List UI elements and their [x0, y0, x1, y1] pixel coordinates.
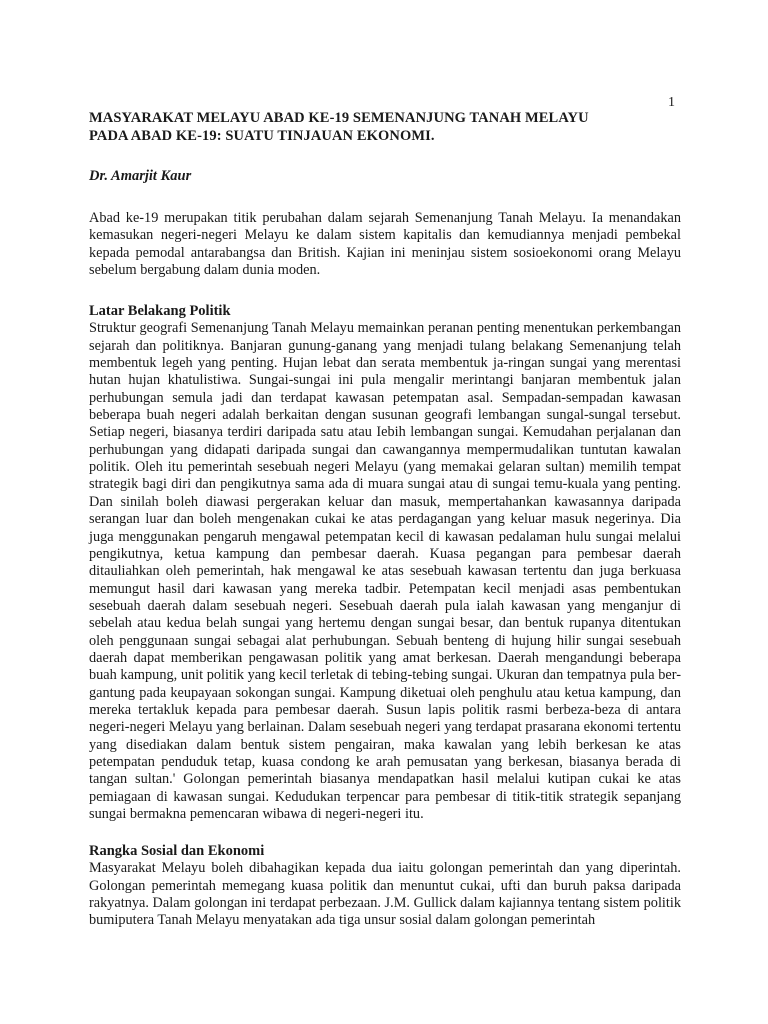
title-line-1: MASYARAKAT MELAYU ABAD KE-19 SEMENANJUNG TANAH MELAYU: [89, 110, 589, 126]
section-heading-latar-belakang-politik: Latar Belakang Politik: [89, 303, 231, 320]
document-body: [89, 109, 681, 930]
section-heading-rangka-sosial-dan-ekonomi: Rangka Sosial dan Ekonomi: [89, 843, 265, 860]
author-name: Dr. Amarjit Kaur: [89, 168, 192, 184]
title-line-2: PADA ABAD KE-19: SUATU TINJAUAN EKONOMI.: [89, 128, 435, 144]
document-title: [89, 109, 681, 145]
section-paragraph-latar-belakang-politik: Struktur geografi Semenanjung Tanah Melayu memainkan peranan penting menentukan perkembangan sejarah dan politiknya. Banjaran gunung-ganang yang menjadi tulang belakang Semenanjung telah membentuk legeh yang penting. Hujan lebat dan serata membentuk ja-ringan sungai yang merentasi hutan hujan khatulistiwa. Sungai-sungai ini pula mengalir merintangi banjaran membentuk jalan perhubungan semula jadi dan terdapat kawasan petempatan asal. Sempadan-sempadan kawasan beberapa buah negeri adalah berkaitan dengan susunan geografi lembangan sungal-sungal tersebut. Setiap negeri, biasanya terdiri daripada satu atau Iebih lembangan sungai. Kemudahan perjalanan dan perhubungan yang didapati daripada sungai dan cawangannya mempermudalikan tuntutan kawalan politik. Oleh itu pemerintah sesebuah negeri Melayu (yang memakai gelaran sultan) memilih tempat strategik bagi diri dan pengikutnya sama ada di muara sungai atau di sungai temu-kuala yang penting. Dan sinilah boleh diawasi pergerakan keluar dan masuk, mempertahankan kawasannya daripada serangan luar dan boleh mengenakan cukai ke atas perdagangan yang keluar masuk negerinya. Dia juga menggunakan pengaruh mengawal petempatan kecil di kawasan pedalaman hulu sungai melalui pengikutnya, ketua kampung dan pembesar daerah. Kuasa pegangan para pembesar daerah ditauliahkan oleh pemerintah, hak mengawal ke atas sesebuah kawasan tertentu dan juga berkuasa memungut hasil dari kawasan yang mereka tadbir. Petempatan kecil menjadi asas pembentukan sesebuah daerah dalam sesebuah negeri. Sesebuah daerah pula ialah kawasan yang menganjur di sebelah atau kedua belah sungai yang hertemu dengan sungai besar, dan bentuk rupanya ditentukan oleh penggunaan sungai sebagai alat perhubungan. Sebuah benteng di hujung hilir sungai sesebuah daerah dapat memberikan pengawasan politik yang amat berkesan. Daerah mengandungi beberapa buah kampung, unit politik yang kecil terletak di tebing-tebing sungai. Ukuran dan tempatnya pula ber-gantung pada keupayaan sokongan sungai. Kampung diketuai oleh penghulu atau ketua kampung, dan mereka tertakluk kepada para pembesar daerah. Susun lapis politik rasmi berbeza-beza di antara negeri-negeri Melayu yang berlainan. Dalam sesebuah negeri yang terdapat prasarana ekonomi tertentu yang disediakan dalam bentuk sistem pengairan, maka kawalan yang lebih berkesan ke atas petempatan penduduk tetap, kuasa condong ke arah pemusatan yang berkesan, biasanya berada di tangan sultan.' Golongan pemerintah biasanya mendapatkan hasil melalui kutipan cukai ke atas pemiagaan di kawasan sungai. Kedudukan terpencar para pembesar di titik-titik strategik sepanjang sungai bermakna pemencaran wibawa di negeri-negeri itu.: [89, 320, 681, 822]
page-number: 1: [668, 95, 675, 110]
abstract-paragraph: Abad ke-19 merupakan titik perubahan dalam sejarah Semenanjung Tanah Melayu. Ia menandakan kemasukan negeri-negeri Melayu ke dalam sistem kapitalis dan kemudiannya menjadi pembekal kepada pemodal antarabangsa dan British. Kajian ini meninjau sistem sosioekonomi orang Melayu sebelum bergabung dalam dunia moden.: [89, 210, 681, 279]
section-paragraph-rangka-sosial-dan-ekonomi: Masyarakat Melayu boleh dibahagikan kepada dua iaitu golongan pemerintah dan yang diperintah. Golongan pemerintah memegang kuasa politik dan menuntut cukai, ufti dan buruh paksa daripada rakyatnya. Dalam golongan ini terdapat perbezaan. J.M. Gullick dalam kajiannya tentang sistem politik bumiputera Tanah Melayu menyatakan ada tiga unsur sosial dalam golongan pemerintah: [89, 860, 681, 929]
